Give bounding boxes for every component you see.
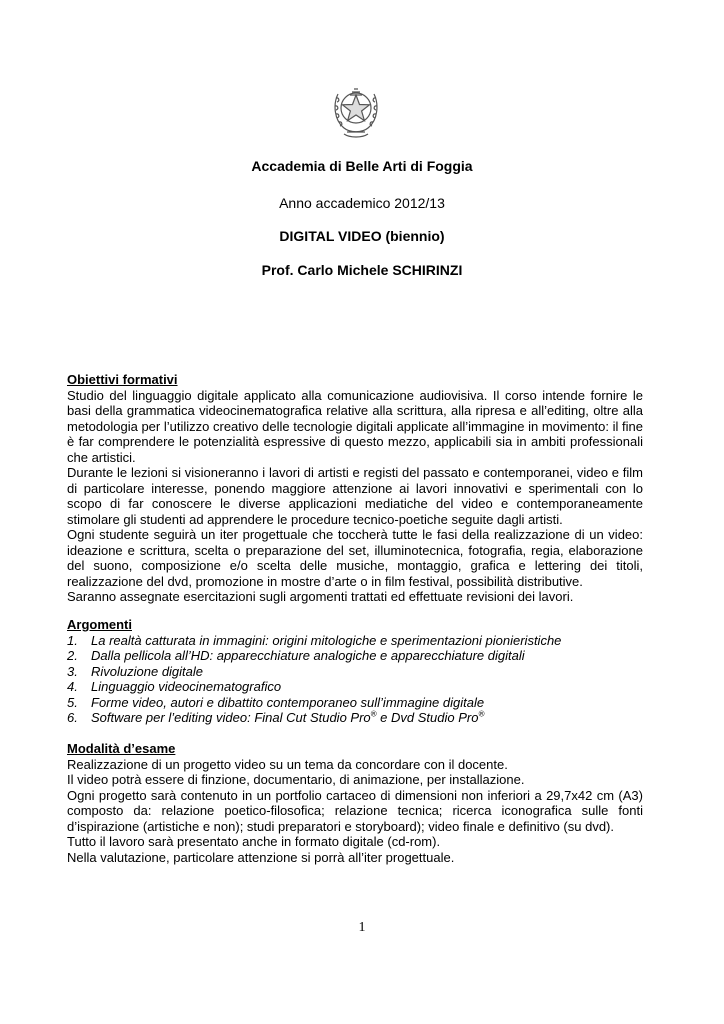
list-item-number: 4. xyxy=(67,679,78,694)
list-item-number: 6. xyxy=(67,710,78,725)
list-item-number: 2. xyxy=(67,648,78,663)
modalita-paragraph: Realizzazione di un progetto video su un tema da concordare con il docente. xyxy=(67,756,508,772)
list-item xyxy=(67,648,643,664)
list-item-text: Rivoluzione digitale xyxy=(91,663,204,679)
modalita-section xyxy=(67,741,643,865)
argomenti-heading: Argomenti xyxy=(67,617,132,632)
modalita-paragraph: Nella valutazione, particolare attenzione si porrà all’iter progettuale. xyxy=(67,849,455,865)
list-item-number: 5. xyxy=(67,694,78,710)
modalita-heading: Modalità d’esame xyxy=(67,741,176,756)
course-title: DIGITAL VIDEO (biennio) xyxy=(279,228,445,244)
obiettivi-heading: Obiettivi formativi xyxy=(67,372,178,387)
topics-list xyxy=(67,633,643,726)
list-item xyxy=(67,633,643,649)
list-item-text: Linguaggio videocinematografico xyxy=(91,679,282,694)
list-item xyxy=(67,695,643,711)
modalita-paragraph: Il video potrà essere di finzione, documentario, di animazione, per installazione. xyxy=(67,772,525,787)
list-item xyxy=(67,679,643,695)
list-item-text: La realtà catturata in immagini: origini mitologiche e sperimentazioni pionieristiche xyxy=(91,632,562,648)
list-item-text: Forme video, autori e dibattito contemporaneo sull’immagine digitale xyxy=(91,694,485,710)
obiettivi-paragraph: Saranno assegnate esercitazioni sugli argomenti trattati ed effettuate revisioni dei lavori. xyxy=(67,589,574,604)
obiettivi-paragraph: Durante le lezioni si visioneranno i lavori di artisti e registi del passato e contemporanei, video e film di particolare interesse, ponendo maggiore attenzione ai lavori innovativi e sperimentali con lo scopo di far conoscere le diverse applicazioni mediatiche del video e contemporaneamente stimolare gli studenti ad apprendere le procedure tecnico-poetiche seguite dagli artisti. xyxy=(67,465,643,527)
obiettivi-paragraph: Ogni studente seguirà un iter progettuale che toccherà tutte le fasi della realizzazione di un video: ideazione e scrittura, scelta o preparazione del set, illuminotecnica, fotografia, regia, elaborazione del suono, composizione e/o scelta delle musiche, montaggio, grafica e lettering dei titoli, realizzazione del dvd, promozione in mostre d’arte o in film festival, possibilità distributive. xyxy=(67,527,643,589)
registered-mark: ® xyxy=(370,709,377,719)
list-item-text: e Dvd Studio Pro xyxy=(376,710,479,725)
list-item xyxy=(67,710,643,726)
obiettivi-paragraph: Studio del linguaggio digitale applicato alla comunicazione audiovisiva. Il corso intende fornire le basi della grammatica videocinematografica relative alla scrittura, alla ripresa e all’editing, oltre alla metodologia per l’utilizzo creativo delle tecnologie digitali applicate all’immagine in movimento: il fine è far comprendere le potenzialità espressive di questo mezzo, applicabili sia in ambiti professionali che artistici. xyxy=(67,387,643,465)
modalita-paragraph: Ogni progetto sarà contenuto in un portfolio cartaceo di dimensioni non inferiori a 29,7x42 cm (A3) composto da: relazione poetico-filosofica; relazione tecnica; ricerca iconografica sulle fonti d’ispirazione (artistiche e non); studi preparatori e storyboard); video finale e definitivo (su dvd). xyxy=(67,787,643,834)
italian-republic-emblem-icon xyxy=(330,84,382,142)
obiettivi-section xyxy=(67,372,643,605)
institution-name: Accademia di Belle Arti di Foggia xyxy=(251,158,473,174)
modalita-paragraph: Tutto il lavoro sarà presentato anche in formato digitale (cd-rom). xyxy=(67,834,441,849)
list-item-text: Software per l’editing video: Final Cut Studio Pro xyxy=(91,710,371,725)
professor-name: Prof. Carlo Michele SCHIRINZI xyxy=(261,262,463,278)
list-item xyxy=(67,664,643,680)
list-item-text: Dalla pellicola all’HD: apparecchiature analogiche e apparecchiature digitali xyxy=(91,648,525,663)
list-item-number: 3. xyxy=(67,663,78,679)
page-number: 1 xyxy=(358,920,366,935)
academic-year: Anno accademico 2012/13 xyxy=(279,195,445,211)
list-item-number: 1. xyxy=(67,632,78,648)
registered-mark: ® xyxy=(478,709,485,719)
argomenti-section xyxy=(67,617,643,726)
